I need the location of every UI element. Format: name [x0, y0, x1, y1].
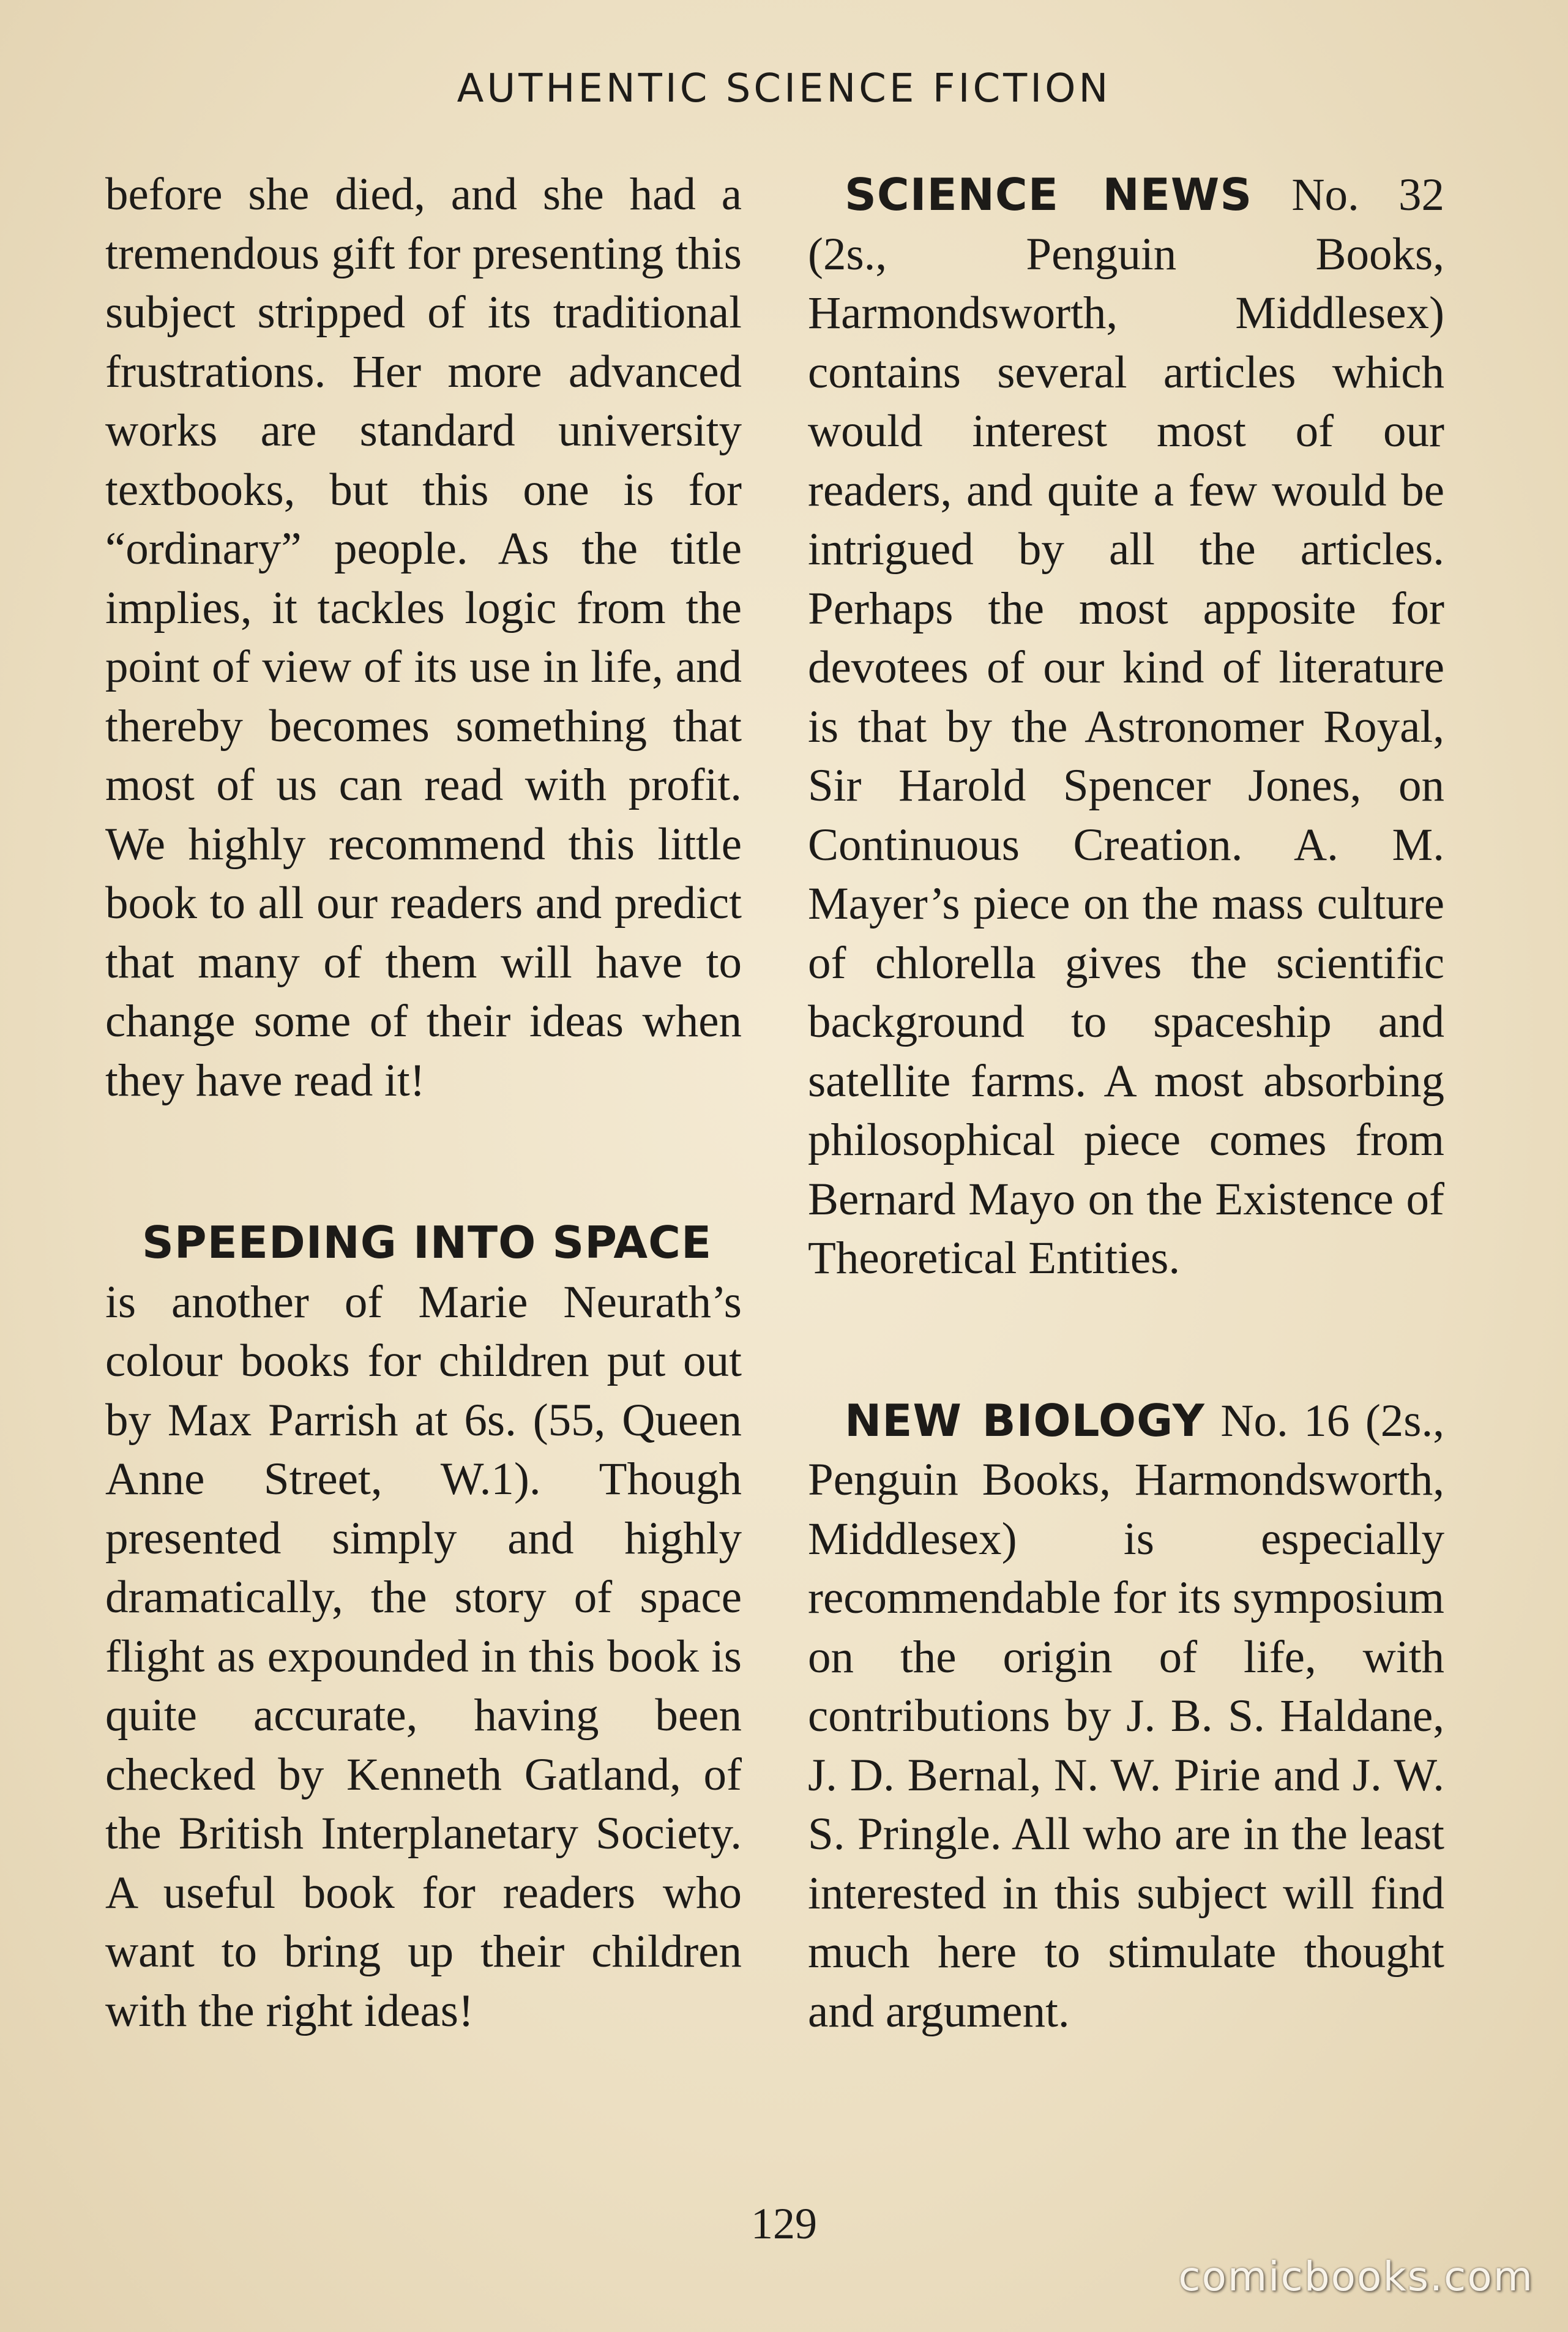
issue-number: No. 32	[1291, 170, 1445, 220]
review-speeding-into-space	[105, 1213, 742, 2041]
review-title: SCIENCE NEWS	[845, 169, 1253, 220]
review-science-news	[808, 165, 1444, 1288]
review-text: is another of Marie Neurath’s colour books for children put out by Max Parrish at 6s. (55, Queen Anne Street, W.1). Though presented simply and highly dramatically, the story of space flight as expounded in this book is quite accurate, having been checked by Kenneth Gatland, of the British Interplanetary Society. A useful book for readers who want to bring up their children with the right ideas!	[105, 1276, 742, 2036]
page-number: 129	[751, 2199, 817, 2248]
continuation-text: before she died, and she had a tremendous gift for presenting this subject stripped of its traditional frustrations. Her more advanced works are standard university textbooks, but this one is for “ordinary” people. As the title implies, it tackles logic from the point of view of its use in life, and thereby becomes something that most of us can read with profit. We highly recommend this little book to all our readers and predict that many of them will have to change some of their ideas when they have read it!	[105, 169, 742, 1106]
issue-number: No. 16	[1220, 1395, 1350, 1446]
watermark: comicbooks.com	[1178, 2253, 1534, 2300]
review-title: NEW BIOLOGY	[845, 1394, 1205, 1446]
review-title: SPEEDING INTO SPACE	[142, 1217, 712, 1268]
review-text: (2s., Penguin Books, Harmondsworth, Middlesex) contains several articles which would interest most of our readers, and quite a few would be intrigued by all the articles. Perhaps the most apposite for devotees of our kind of literature is that by the Astronomer Royal, Sir Harold Spencer Jones, on Continuous Creation. A. M. Mayer’s piece on the mass culture of chlorella gives the scientific background to spaceship and satellite farms. A most absorbing philosophical piece comes from Bernard Mayo on the Existence of Theoretical Entities.	[808, 228, 1444, 1284]
continuation-paragraph	[105, 165, 742, 1110]
review-new-biology	[808, 1391, 1444, 2042]
right-column	[808, 165, 1444, 2041]
review-text: (2s., Penguin Books, Harmondsworth, Middlesex) is especially recommendable for its symposium on the origin of life, with contributions by J. B. S. Haldane, J. D. Bernal, N. W. Pirie and J. W. S. Pringle. All who are in the least interested in this subject will find much here to stimulate thought and argument.	[808, 1395, 1444, 2037]
left-column	[105, 165, 742, 2041]
running-title: AUTHENTIC SCIENCE FICTION	[457, 66, 1111, 111]
